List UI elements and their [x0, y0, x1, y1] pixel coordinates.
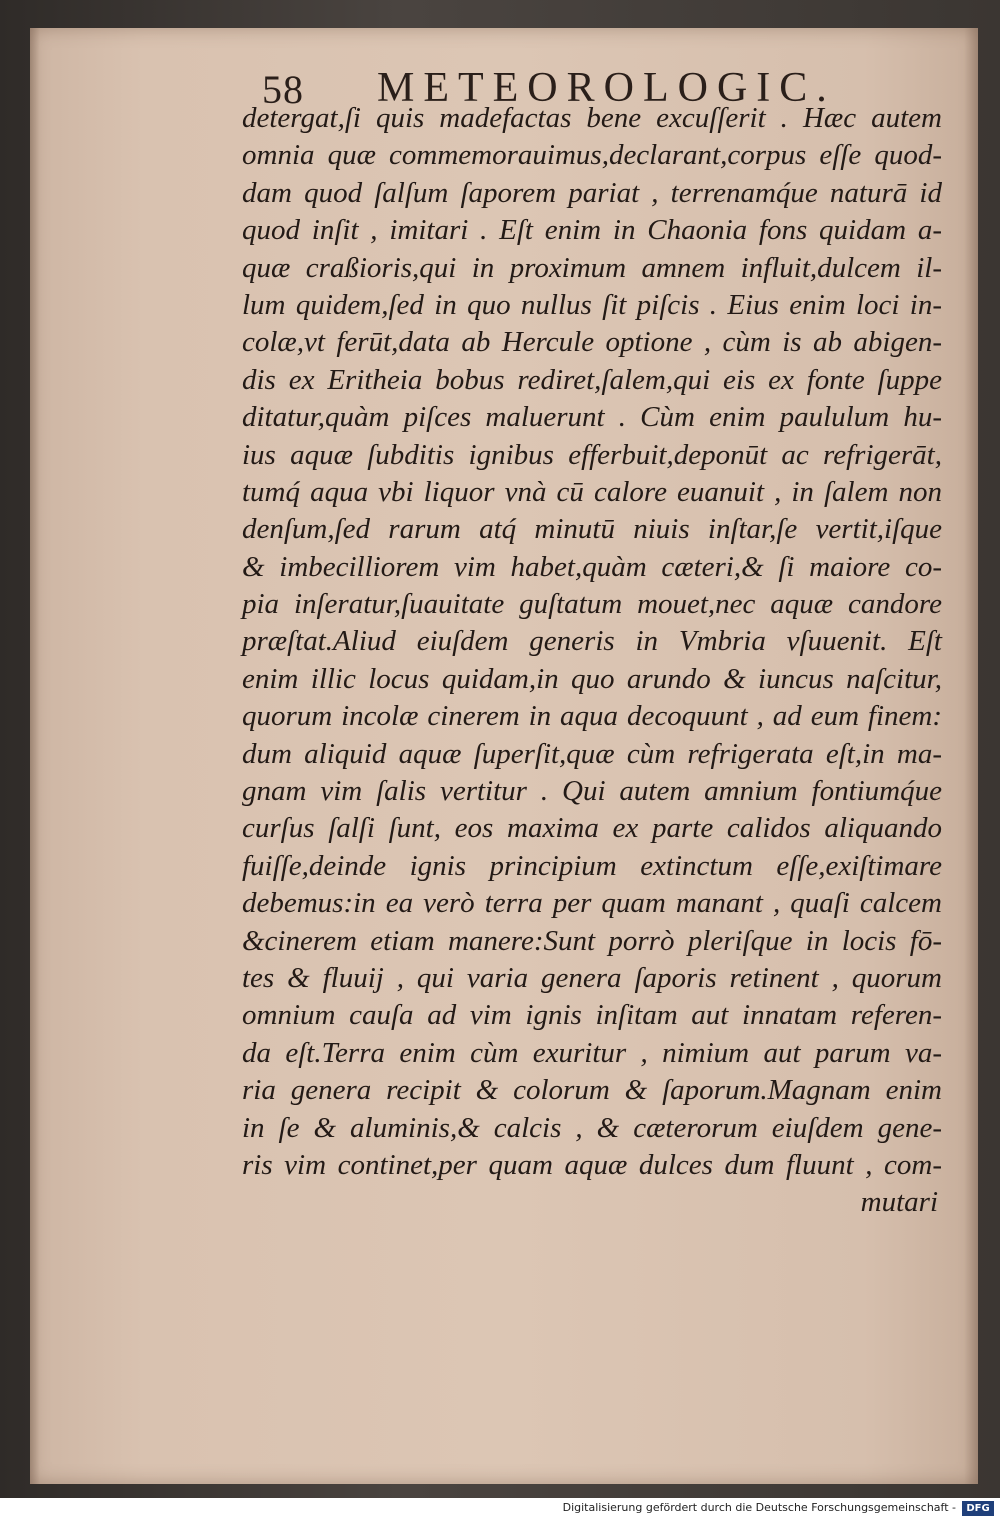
text-line: dis ex Eritheia bobus rediret,ſalem,qui eis ex fonte ſuppe: [242, 363, 942, 396]
text-line: detergat,ſi quis madefactas bene excuſſerit . Hæc autem: [242, 102, 942, 134]
text-line: enim illic locus quidam,in quo arundo & iuncus naſcitur,: [242, 662, 942, 695]
digitization-footer: [0, 1498, 1000, 1520]
text-line: in ſe & aluminis,& calcis , & cæterorum eiuſdem gene-: [242, 1111, 942, 1144]
text-line: præſtat.Aliud eiuſdem generis in Vmbria vſuuenit. Eſt: [242, 625, 942, 658]
text-line: ria genera recipit & colorum & ſaporum.Magnam enim: [242, 1074, 942, 1107]
funding-credit: Digitalisierung gefördert durch die Deutsche Forschungsgemeinschaft -: [562, 1501, 956, 1514]
text-line: ditatur,quàm piſces maluerunt . Cùm enim paululum hu-: [242, 401, 942, 434]
text-line: curſus ſalſi ſunt, eos maxima ex parte calidos aliquando: [242, 812, 942, 845]
text-line: tumq́ aqua vbi liquor vnà cū calore euanuit , in ſalem non: [242, 475, 942, 508]
body-text: [242, 100, 942, 1222]
running-head: METEOROLOGIC.: [377, 65, 836, 111]
text-line: omnia quæ commemorauimus,declarant,corpus eſſe quod-: [242, 139, 942, 172]
text-line: & imbecilliorem vim habet,quàm cæteri,& ſi maiore co-: [242, 550, 942, 583]
dfg-logo: DFG: [962, 1501, 994, 1516]
text-line: tes & fluuij , qui varia genera ſaporis retinent , quorum: [242, 961, 942, 994]
text-line: pia inſeratur,ſuauitate guſtatum mouet,nec aquæ candore: [242, 588, 942, 621]
text-line: dam quod ſalſum ſaporem pariat , terrenamq́ue naturā id: [242, 176, 942, 209]
text-line: ius aquæ ſubditis ignibus efferbuit,deponūt ac refrigerāt,: [242, 438, 942, 471]
page-edge-shadow: [964, 28, 978, 1484]
text-line: denſum,ſed rarum atq́ minutū niuis inſtar,ſe vertit,iſque: [242, 513, 942, 546]
text-line: quorum incolæ cinerem in aqua decoquunt , ad eum finem:: [242, 700, 942, 733]
text-line: dum aliquid aquæ ſuperſit,quæ cùm refrigerata eſt,in ma-: [242, 737, 942, 770]
text-line: colæ,vt ferūt,data ab Hercule optione , cùm is ab abigen-: [242, 326, 942, 359]
catchword: mutari: [860, 1186, 938, 1219]
text-line: ris vim continet,per quam aquæ dulces dum fluunt , com-: [242, 1148, 942, 1181]
text-line: quod inſit , imitari . Eſt enim in Chaonia fons quidam a-: [242, 214, 942, 247]
text-line: gnam vim ſalis vertitur . Qui autem amnium fontiumq́ue: [242, 775, 942, 808]
text-line: debemus:in ea verò terra per quam manant , quaſi calcem: [242, 887, 942, 920]
page-gutter-shadow: [30, 28, 40, 1484]
text-line: fuiſſe,deinde ignis principium extinctum eſſe,exiſtimare: [242, 849, 942, 882]
text-line: omnium cauſa ad vim ignis inſitam aut innatam referen-: [242, 999, 942, 1032]
text-line: da eſt.Terra enim cùm exuritur , nimium aut parum va-: [242, 1036, 942, 1069]
page-number: 58: [262, 67, 304, 112]
text-line: &cinerem etiam manere:Sunt porrò pleriſque in locis fō-: [242, 924, 942, 957]
text-line: quæ craßioris,qui in proximum amnem influit,dulcem il-: [242, 251, 942, 284]
text-line: lum quidem,ſed in quo nullus ſit piſcis . Eius enim loci in-: [242, 288, 942, 321]
